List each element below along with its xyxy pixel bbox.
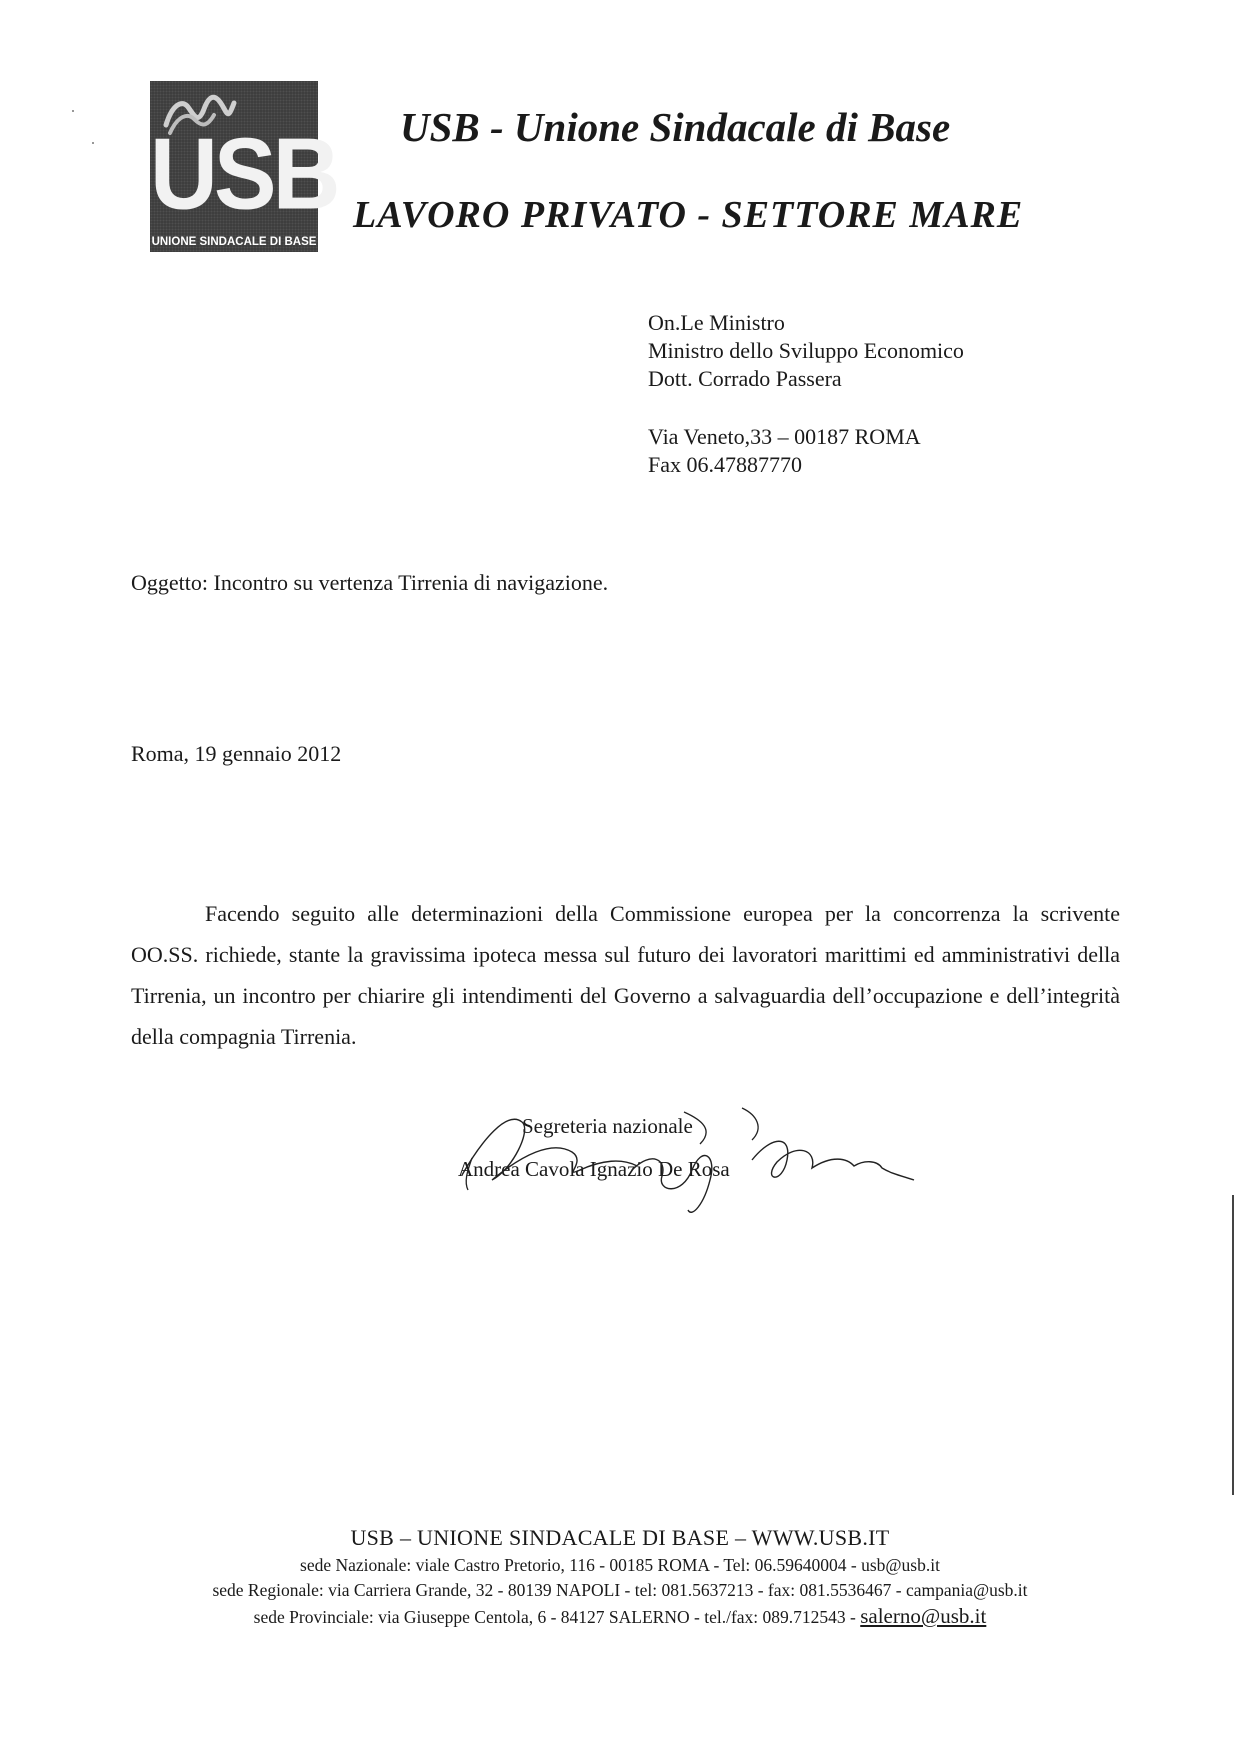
handwritten-signature-icon [452, 1100, 922, 1220]
recipient-line: Dott. Corrado Passera [648, 366, 842, 391]
recipient-line: On.Le Ministro [648, 310, 785, 335]
footer-email-link[interactable]: salerno@usb.it [860, 1604, 987, 1628]
recipient-line: Ministro dello Sviluppo Economico [648, 338, 964, 363]
scan-edge-line [1232, 1195, 1234, 1495]
letterhead-title: USB - Unione Sindacale di Base [400, 104, 951, 150]
usb-logo [150, 81, 337, 252]
footer-national-office: sede Nazionale: viale Castro Pretorio, 116 - 00185 ROMA - Tel: 06.59640004 - usb@usb.it [300, 1555, 940, 1575]
fax-line: Fax 06.47887770 [648, 452, 802, 477]
recipient-address [648, 423, 921, 479]
letterhead-subtitle: LAVORO PRIVATO - SETTORE MARE [353, 194, 1024, 236]
place-date: Roma, 19 gennaio 2012 [131, 741, 342, 766]
footer-provincial-text: sede Provinciale: via Giuseppe Centola, 6 - 84127 SALERNO - tel./fax: 089.712543 - [253, 1607, 861, 1627]
logo-caption: UNIONE SINDACALE DI BASE [151, 235, 317, 248]
letter-body: Facendo seguito alle determinazioni della Commissione europea per la concorrenza la scrivente OO.SS. richiede, stante la gravissima ipoteca messa sul futuro dei lavoratori marittimi ed amministrativi della Tirrenia, un incontro per chiarire gli intendimenti del Governo a salvaguardia dell’occupazione e dell’integrità della compagnia Tirrenia. [131, 901, 1120, 1049]
subject-line: Oggetto: Incontro su vertenza Tirrenia di navigazione. [131, 570, 609, 595]
logo-mark: USB [150, 116, 337, 231]
footer-provincial-office [0, 1604, 1240, 1629]
scan-speck [92, 142, 94, 144]
footer-organization: USB – UNIONE SINDACALE DI BASE – WWW.USB.IT [350, 1525, 890, 1550]
scan-speck [72, 110, 74, 112]
recipient-block [648, 309, 964, 393]
address-line: Via Veneto,33 – 00187 ROMA [648, 424, 921, 449]
signature-names: Andrea Cavola Ignazio De Rosa [458, 1157, 730, 1181]
signature-role: Segreteria nazionale [522, 1114, 693, 1138]
footer-regional-office: sede Regionale: via Carriera Grande, 32 - 80139 NAPOLI - tel: 081.5637213 - fax: 081.5536467 - campania@usb.it [212, 1580, 1028, 1600]
